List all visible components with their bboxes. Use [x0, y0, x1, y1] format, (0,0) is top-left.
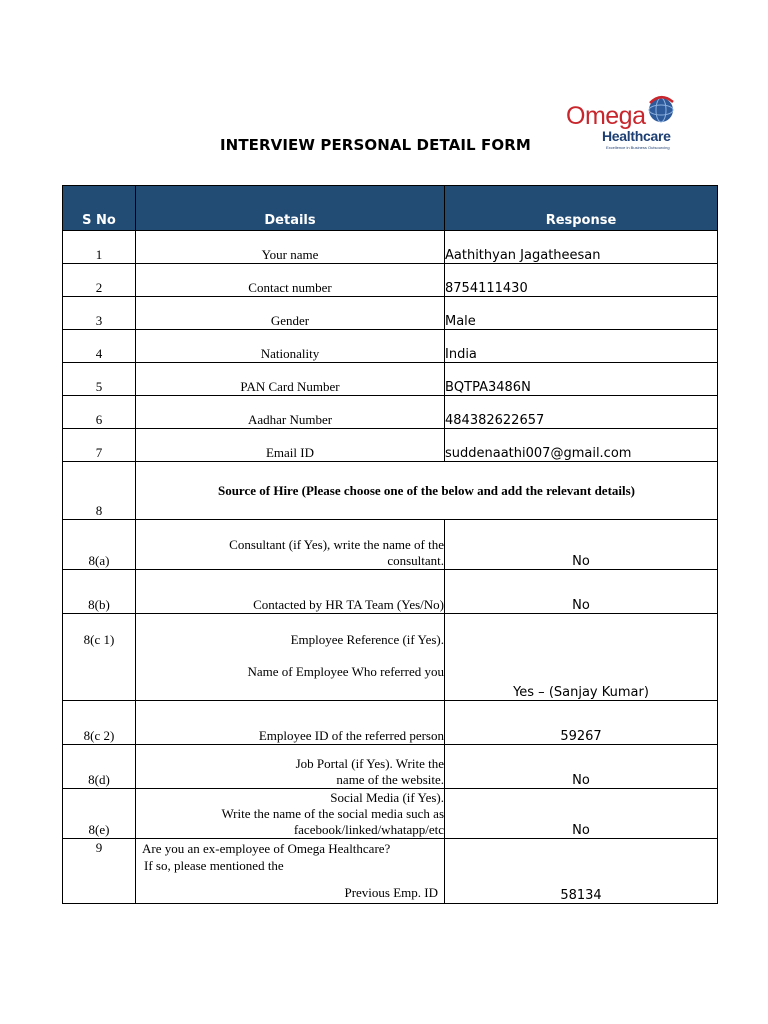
- row-details: Your name: [136, 231, 445, 264]
- table-header-row: [63, 186, 718, 231]
- table-row: [63, 297, 718, 330]
- header-details: Details: [136, 186, 445, 231]
- row-details: Employee ID of the referred person: [136, 701, 445, 745]
- table-row: [63, 330, 718, 363]
- details-line: Job Portal (if Yes). Write the: [295, 756, 444, 771]
- table-row: [63, 231, 718, 264]
- row-sno: 8(c 2): [63, 701, 136, 745]
- row-details: Nationality: [136, 330, 445, 363]
- row-response[interactable]: No: [445, 789, 718, 839]
- company-logo: [566, 94, 686, 154]
- row-response[interactable]: India: [445, 330, 718, 363]
- table-row-8c2: [63, 701, 718, 745]
- row-response[interactable]: No: [445, 520, 718, 570]
- row-sno: 1: [63, 231, 136, 264]
- details-line: Employee Reference (if Yes).: [290, 632, 444, 647]
- logo-healthcare-text: Healthcare: [602, 128, 671, 144]
- row-sno: 8(e): [63, 789, 136, 839]
- row-response[interactable]: No: [445, 570, 718, 614]
- source-of-hire-row: [63, 462, 718, 520]
- globe-icon: [646, 94, 676, 128]
- table-row-8a: [63, 520, 718, 570]
- row-details: Contacted by HR TA Team (Yes/No): [136, 570, 445, 614]
- table-row-8e: [63, 789, 718, 839]
- row-response[interactable]: Yes – (Sanjay Kumar): [445, 614, 718, 701]
- row-response[interactable]: 484382622657: [445, 396, 718, 429]
- row-sno: 7: [63, 429, 136, 462]
- details-line: Social Media (if Yes).: [330, 790, 444, 805]
- row-details: PAN Card Number: [136, 363, 445, 396]
- source-of-hire-heading: Source of Hire (Please choose one of the below and add the relevant details): [136, 462, 718, 520]
- row-sno: 8(d): [63, 745, 136, 789]
- logo-omega-text: Omega: [566, 102, 646, 130]
- row-sno: 8(b): [63, 570, 136, 614]
- details-line: Are you an ex-employee of Omega Healthcare?: [142, 841, 391, 856]
- row-sno: 8(c 1): [63, 614, 136, 701]
- row-response[interactable]: No: [445, 745, 718, 789]
- table-row-8c1: [63, 614, 718, 701]
- details-line: If so, please mentioned the: [144, 858, 284, 873]
- detail-form-table: [62, 185, 718, 904]
- details-line: Previous Emp. ID: [344, 885, 438, 900]
- row-response[interactable]: BQTPA3486N: [445, 363, 718, 396]
- row-details: [136, 745, 445, 789]
- row-sno: 8: [63, 462, 136, 520]
- row-details: Gender: [136, 297, 445, 330]
- row-sno: 3: [63, 297, 136, 330]
- form-title: INTERVIEW PERSONAL DETAIL FORM: [220, 136, 531, 154]
- row-sno: 8(a): [63, 520, 136, 570]
- row-sno: 6: [63, 396, 136, 429]
- row-details: Contact number: [136, 264, 445, 297]
- row-details: [136, 520, 445, 570]
- row-sno: 4: [63, 330, 136, 363]
- row-response[interactable]: Male: [445, 297, 718, 330]
- details-line: Name of Employee Who referred you: [247, 664, 444, 679]
- row-details: [136, 614, 445, 701]
- row-sno: 9: [63, 839, 136, 904]
- row-details: [136, 789, 445, 839]
- row-details: [136, 839, 445, 904]
- table-row: [63, 264, 718, 297]
- header-response: Response: [445, 186, 718, 231]
- details-line: consultant.: [387, 553, 444, 568]
- row-response[interactable]: suddenaathi007@gmail.com: [445, 429, 718, 462]
- row-response[interactable]: 59267: [445, 701, 718, 745]
- table-row: [63, 396, 718, 429]
- row-sno: 5: [63, 363, 136, 396]
- row-response[interactable]: 8754111430: [445, 264, 718, 297]
- row-details: Email ID: [136, 429, 445, 462]
- table-row-8b: [63, 570, 718, 614]
- details-line: Consultant (if Yes), write the name of the: [229, 537, 444, 552]
- details-line: facebook/linked/whatapp/etc: [293, 822, 444, 837]
- row-sno: 2: [63, 264, 136, 297]
- table-row-9: [63, 839, 718, 904]
- header-sno: S No: [63, 186, 136, 231]
- details-line: Write the name of the social media such as: [221, 806, 444, 821]
- table-row: [63, 363, 718, 396]
- table-row-8d: [63, 745, 718, 789]
- logo-tagline: Excellence in Business Outsourcing: [606, 145, 670, 150]
- table-row: [63, 429, 718, 462]
- details-line: name of the website.: [336, 772, 444, 787]
- row-response[interactable]: 58134: [445, 839, 718, 904]
- row-details: Aadhar Number: [136, 396, 445, 429]
- row-response[interactable]: Aathithyan Jagatheesan: [445, 231, 718, 264]
